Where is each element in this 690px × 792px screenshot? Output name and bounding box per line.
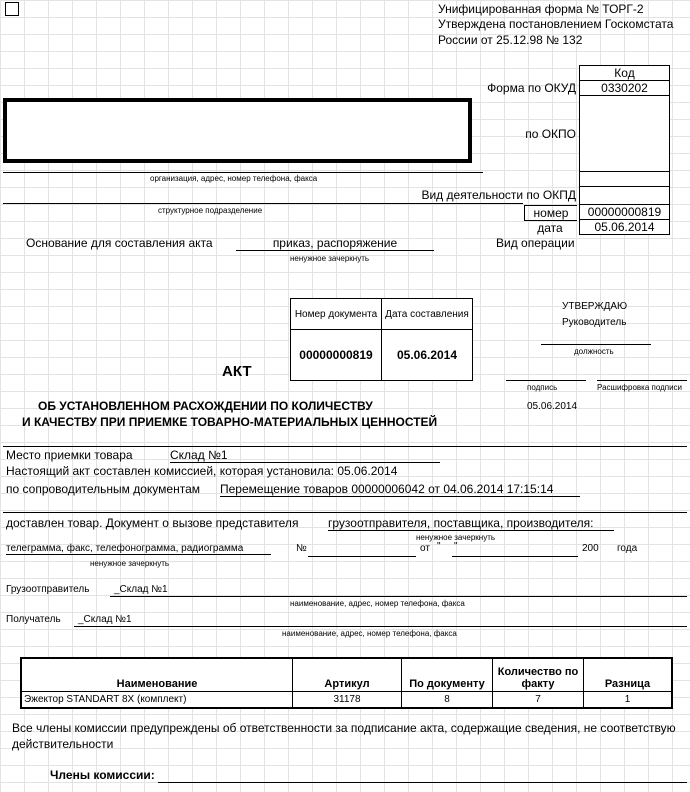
form-line-3: России от 25.12.98 № 132: [438, 33, 583, 47]
docs-value: Перемещение товаров 00000006042 от 04.06.2014 17:15:14: [220, 482, 580, 497]
quote-open: ": [437, 541, 441, 552]
position-caption: должность: [574, 347, 614, 356]
delivered-label: доставлен товар. Документ о вызове представителя: [6, 516, 299, 530]
receiver-caption: наименование, адрес, номер телефона, факса: [282, 629, 457, 638]
form-line-2: Утверждена постановлением Госкомстата: [438, 17, 674, 31]
goods-cell-doc: 8: [402, 692, 493, 709]
docs-label: по сопроводительным документам: [6, 482, 201, 496]
from-label: от: [420, 543, 430, 554]
doc-date-value: 05.06.2014: [382, 330, 473, 381]
place-label: Место приемки товара: [6, 448, 133, 462]
organization-box: [3, 98, 472, 163]
goods-header-name: Наименование: [21, 658, 293, 692]
delivered-value: грузоотправителя, поставщика, производителя:: [328, 516, 614, 531]
basis-value: приказ, распоряжение: [236, 236, 434, 251]
year-label: года: [617, 543, 638, 554]
delivered-caption: ненужное зачеркнуть: [416, 533, 496, 542]
quote-close: ": [454, 541, 458, 552]
no-label: №: [296, 543, 307, 554]
basis-label: Основание для составления акта: [26, 236, 213, 250]
okud-label: Форма по ОКУД: [487, 81, 576, 95]
goods-cell-article: 31178: [293, 692, 402, 709]
approve-title: УТВЕРЖДАЮ: [562, 301, 628, 312]
data-label: дата: [537, 221, 563, 235]
goods-cell-diff: 1: [584, 692, 673, 709]
corner-checkbox[interactable]: [5, 2, 19, 16]
receiver-label: Получатель: [6, 614, 61, 625]
place-value: Склад №1: [170, 448, 440, 463]
warning-line-1: Все члены комиссии предупреждены об ответственности за подписание акта, содержащие сведения, не соответствую: [12, 721, 676, 735]
doc-date-header: Дата составления: [382, 299, 473, 330]
goods-header-row: [21, 658, 672, 692]
table-row: [21, 692, 672, 709]
goods-header-doc: По документу: [402, 658, 493, 692]
division-caption: структурное подразделение: [158, 206, 263, 215]
codes-box: [579, 65, 670, 235]
shipper-caption: наименование, адрес, номер телефона, факса: [290, 599, 465, 608]
nomer-label: номер: [524, 205, 577, 221]
approve-role: Руководитель: [562, 317, 627, 328]
okud-value: 0330202: [580, 81, 669, 96]
vid-operacii-label: Вид операции: [496, 236, 575, 250]
okpd-label: Вид деятельности по ОКПД: [421, 188, 576, 202]
title-line-1: ОБ УСТАНОВЛЕННОМ РАСХОЖДЕНИИ ПО КОЛИЧЕСТВУ: [38, 399, 373, 413]
approve-date: 05.06.2014: [527, 401, 578, 412]
goods-table: [20, 657, 673, 709]
year-prefix: 200: [582, 543, 599, 554]
kod-label: Код: [580, 66, 669, 81]
basis-caption: ненужное зачеркнуть: [290, 254, 370, 263]
decipher-caption: Расшифровка подписи: [597, 383, 683, 392]
goods-header-fact: Количество по факту: [493, 658, 584, 692]
shipper-label: Грузоотправитель: [6, 584, 90, 595]
telegram-types: телеграмма, факс, телефонограмма, радиограмма: [6, 543, 271, 555]
form-line-1: Унифицированная форма № ТОРГ-2: [438, 2, 644, 16]
goods-cell-name: Эжектор STANDART 8X (комплект): [21, 692, 293, 709]
goods-header-diff: Разница: [584, 658, 673, 692]
akt-title: АКТ: [222, 363, 252, 380]
goods-header-article: Артикул: [293, 658, 402, 692]
members-label: Члены комиссии:: [50, 768, 155, 782]
goods-cell-fact: 7: [493, 692, 584, 709]
warning-line-2: действительности: [12, 737, 114, 751]
okpo-label: по ОКПО: [525, 127, 576, 141]
telegram-caption: ненужное зачеркнуть: [90, 559, 170, 568]
receiver-value: _Склад №1: [78, 614, 132, 625]
title-line-2: И КАЧЕСТВУ ПРИ ПРИЕМКЕ ТОВАРНО-МАТЕРИАЛЬНЫХ ЦЕННОСТЕЙ: [22, 415, 438, 429]
nomer-value: 00000000819: [580, 204, 669, 220]
data-value: 05.06.2014: [594, 220, 655, 234]
shipper-value: _Склад №1: [114, 584, 168, 595]
signature-caption: подпись: [527, 383, 558, 392]
commission-line: Настоящий акт составлен комиссией, которая установила: 05.06.2014: [6, 464, 398, 478]
doc-number-header: Номер документа: [291, 299, 382, 330]
doc-number-value: 00000000819: [291, 330, 382, 381]
doc-number-table: [290, 298, 473, 381]
org-caption: организация, адрес, номер телефона, факса: [150, 174, 318, 183]
